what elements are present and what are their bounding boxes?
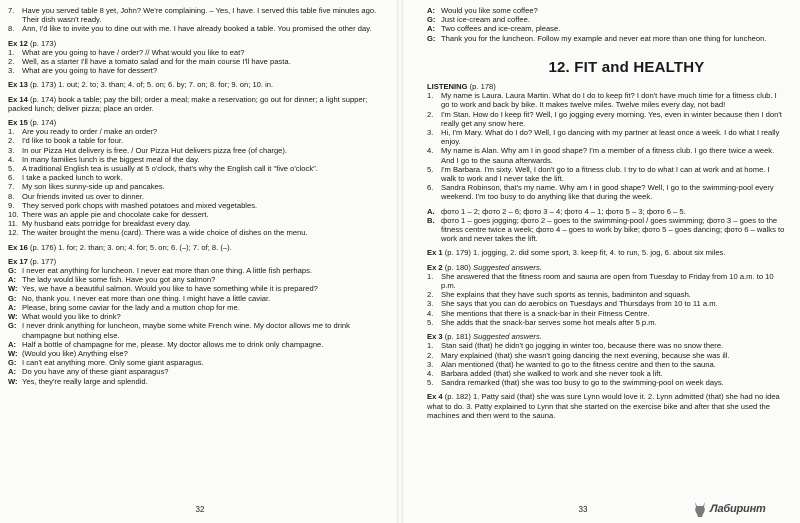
item-number: 3. [8, 145, 15, 155]
right-page-content [427, 6, 786, 420]
item-text: She mentions that there is a snack-bar in their Fitness Centre. [441, 308, 650, 318]
list-item [427, 165, 786, 183]
speaker-label: A: [427, 6, 436, 15]
item-text: There was an apple pie and chocolate cake for dessert. [22, 210, 209, 220]
item-text: Yes, we have a beautiful salmon. Would you like to have something while it is prepared? [22, 284, 318, 294]
item-text: Would you like some coffee? [441, 6, 538, 15]
item-text: I'm Barbara. I'm sixty. Well, I don't go to a fitness club. I try to do what I can at work and at home. I walk to work and I never take the lift. [441, 164, 770, 184]
dialog-line [8, 377, 387, 386]
exercise-17 [8, 257, 387, 386]
list-item [427, 146, 786, 164]
item-number: 5. [8, 164, 15, 174]
speaker-label: G: [8, 358, 17, 368]
speaker-label: A: [8, 275, 17, 285]
list-item [427, 110, 786, 128]
item-number: 1. [427, 91, 434, 101]
item-number: 10. [8, 210, 19, 220]
item-text: The lady would like some fish. Have you got any salmon? [22, 275, 216, 285]
list-item [8, 164, 387, 173]
item-number: 3. [8, 66, 15, 76]
list-item [427, 360, 786, 369]
chapter-title: 12. FIT and HEALTHY [548, 58, 705, 76]
exercise-15 [8, 118, 387, 238]
exercise-ref: (p. 174) [29, 118, 57, 128]
exercise-heading: Ex 2 [427, 262, 443, 272]
exercise-ref: (p. 177) [29, 256, 57, 266]
speaker-label: A: [8, 339, 17, 349]
exercise-heading: Ex 12 [8, 38, 28, 48]
item-number: 1. [427, 271, 434, 281]
list-item [8, 66, 387, 75]
item-text: Stan said (that) he didn't go jogging in winter too, because there was no snow there. [441, 341, 724, 351]
item-number: 7. [8, 182, 15, 192]
item-text: I take a packed lunch to work. [22, 173, 123, 183]
list-item [8, 146, 387, 155]
minotaur-icon [692, 500, 708, 518]
exercise-text: (p. 174) book a table; pay the bill; order a meal; make a reservation; go out for dinner; a light supper; packed lunch; deliver pizza; place an order. [8, 94, 368, 113]
item-number: 5. [427, 164, 434, 174]
item-text: She explains that they have such sports as tennis, badminton and squash. [441, 290, 691, 300]
exercise-heading: Ex 3 [427, 332, 443, 342]
item-number: 6. [8, 173, 15, 183]
speaker-label: W: [8, 284, 18, 294]
list-item [8, 210, 387, 219]
exercise-text: (p. 179) 1. jogging, 2. did some sport, 3. keep fit, 4. to run, 5. jog, 6. about six miles. [444, 248, 726, 258]
exercise-1 [427, 248, 786, 257]
list-item [8, 219, 387, 228]
item-number: 3. [427, 128, 434, 138]
list-item [8, 173, 387, 182]
dialog-line [427, 34, 786, 43]
list-item [8, 48, 387, 57]
item-text: The waiter brought the menu (card). There was a wide choice of dishes on the menu. [22, 228, 308, 238]
speaker-label: A: [8, 367, 17, 377]
dialog-line [8, 367, 387, 376]
dialog-line [8, 358, 387, 367]
exercise-13 [8, 80, 387, 89]
item-text: Our friends invited us over to dinner. [22, 191, 144, 201]
speaker-label: A: [8, 302, 17, 312]
right-page [403, 0, 800, 523]
item-text: No, thank you. I never eat more than one thing. I might have a little caviar. [22, 293, 271, 303]
speaker-label: W: [8, 348, 18, 358]
list-item [8, 6, 387, 24]
item-text: Barbara added (that) she walked to work and she never took a lift. [441, 368, 663, 378]
item-text: Alan mentioned (that) he wanted to go to the fitness centre and then to the sauna. [441, 359, 716, 369]
item-text: In our Pizza Hut delivery is free. / Our Pizza Hut delivers pizza free (of charge). [22, 145, 288, 155]
exercise-14 [8, 95, 387, 113]
left-page [0, 0, 397, 523]
list-item [427, 128, 786, 146]
list-item [427, 183, 786, 201]
item-text: They served pork chops with mashed potatoes and mixed vegetables. [22, 200, 258, 210]
item-text: Sandra Robinson, that's my name. Why am I in good shape? Well, I go to the swimming-pool every weekend. I'm too busy to do anything like that during the week. [441, 183, 774, 202]
exercise-ref: (p. 178) [469, 82, 496, 92]
item-text: What would you like to drink? [22, 312, 121, 322]
speaker-label: W: [8, 312, 18, 322]
item-text: Are you ready to order / make an order? [22, 127, 158, 137]
exercise-heading: Ex 14 [8, 94, 28, 104]
item-number: 5. [427, 378, 434, 388]
list-item [8, 192, 387, 201]
item-text: Two coffees and ice-cream, please. [441, 24, 561, 34]
item-number: 8. [8, 24, 15, 34]
item-number: 8. [8, 191, 15, 201]
item-number: 4. [427, 368, 434, 378]
dialog-line [8, 321, 387, 339]
item-text: My son likes sunny-side up and pancakes. [22, 182, 165, 192]
list-item [427, 318, 786, 327]
page-number: 33 [578, 505, 588, 514]
item-text: Sandra remarked (that) she was too busy to go to the swimming-pool on week days. [441, 378, 724, 388]
list-item [427, 369, 786, 378]
exercise-12 [8, 39, 387, 76]
item-number: 12. [8, 228, 19, 238]
speaker-label: G: [8, 321, 17, 331]
exercise-3: Ex 3 (p. 181) Suggested answers. 1. Stan said (that) he didn't go jogging in winter too, because there was no snow there. 2. Mary explained (that) she wasn't going dancing the next evening, because she was ill. 3. Alan mentioned (that) he wanted to go to the fitness centre and then to the sauna. 4. Barbara added (that) she walked to work and she never took a lift. 5. Sandra remarked (that) she was too busy to go to the swimming-pool on week days. [427, 332, 786, 387]
left-top-items [8, 6, 387, 34]
exercise-heading: Ex 13 [8, 80, 28, 90]
item-number: 1. [8, 127, 15, 137]
item-text: Just ice-cream and coffee. [441, 15, 530, 25]
item-text: Yes, they're really large and splendid. [22, 376, 148, 386]
item-text: She adds that the snack-bar serves some hot meals after 5 p.m. [441, 317, 657, 327]
list-item [8, 24, 387, 33]
item-text: Half a bottle of champagne for me, please. My doctor allows me to drink only champagne. [22, 339, 324, 349]
item-number: 5. [427, 317, 434, 327]
item-text: In many families lunch is the biggest meal of the day. [22, 154, 200, 164]
item-number: 4. [427, 308, 434, 318]
item-text: She answered that the fitness room and sauna are open from Tuesday to Friday from 10 a.m. to 10 p.m. [441, 271, 774, 291]
list-item [8, 136, 387, 145]
answers-a: A. фото 1 – 2; фото 2 – 6; фото 3 – 4; фото 4 – 1; фото 5 – 3; фото 6 – 5. [427, 206, 686, 216]
item-text: My name is Alan. Why am I in good shape? I'm a member of a fitness club. I go there twice a week. And I go to the sauna afterwards. [441, 146, 775, 165]
item-text: Ann, I'd like to invite you to dine out with me. I have already booked a table. You promised the other day. [22, 24, 372, 34]
item-number: 4. [427, 146, 434, 156]
answers-b: B. фото 1 – goes jogging; фото 2 – goes to the swimming-pool / goes swimming; фото 3 – goes to the fitness centre twice a week; фото 4 – goes to work by bike; фото 5 – goes dancing; фото 6 – walks to work and never takes the lift. [427, 215, 785, 244]
exercise-text: (p. 173) 1. out; 2. to; 3. than; 4. of; 5. on; 6. by; 7. on; 8. for; 9. on; 10. in. [29, 80, 274, 90]
item-text: What are you going to have for dessert? [22, 66, 158, 76]
dialog-line [8, 312, 387, 321]
dialog-line [8, 284, 387, 293]
dialog-line [8, 303, 387, 312]
dialog-continuation [427, 6, 786, 43]
list-item [427, 91, 786, 109]
speaker-label: G: [427, 15, 436, 25]
exercise-heading: Ex 16 [8, 242, 28, 252]
item-number: 2. [427, 109, 434, 119]
item-text: Thank you for the luncheon. Follow my example and never eat more than one thing for luncheon. [441, 33, 767, 43]
exercise-text: (p. 176) 1. for; 2. than; 3. on; 4. for; 5. on; 6. (–); 7. of; 8. (–). [29, 242, 232, 252]
item-number: 11. [8, 219, 18, 229]
listening-heading: LISTENING [427, 82, 468, 92]
listening-section [427, 82, 786, 202]
item-number: 3. [427, 299, 434, 309]
exercise-16 [8, 243, 387, 252]
dialog-line [8, 294, 387, 303]
list-item [427, 351, 786, 360]
speaker-label: G: [8, 293, 17, 303]
item-text: Hi, I'm Mary. What do I do? Well, I go dancing with my partner at least once a week. I do what I really enjoy. [441, 128, 780, 147]
list-item [8, 155, 387, 164]
item-text: I never eat anything for luncheon. I never eat more than one thing. A little fish perhaps. [22, 266, 313, 276]
list-item [427, 309, 786, 318]
dialog-line [427, 24, 786, 33]
dialog-line [427, 15, 786, 24]
list-item [8, 127, 387, 136]
list-item [8, 228, 387, 237]
item-number: 1. [8, 47, 15, 57]
item-text: Well, as a starter I'll have a tomato salad and for the main course I'll have pasta. [22, 57, 291, 67]
speaker-label: G: [427, 33, 436, 43]
speaker-label: G: [8, 266, 17, 276]
item-text: Mary explained (that) she wasn't going dancing the next evening, because she was ill. [441, 350, 730, 360]
exercise-heading: Ex 1 [427, 248, 443, 258]
list-item [8, 57, 387, 66]
exercise-heading: Ex 17 [8, 256, 28, 266]
item-number: 4. [8, 154, 15, 164]
item-text: Do you have any of these giant asparagus? [22, 367, 169, 377]
item-text: My name is Laura. Laura Martin. What do I do to keep fit? I don't have much time for a fitness club. I go to work and back by bike. It makes twelve miles. Twelve miles every day, not bad! [441, 91, 777, 110]
item-text: (Would you like) Anything else? [22, 348, 128, 358]
item-text: She says that you can do aerobics on Tuesdays and Thursdays from 10 to 11 a.m. [441, 299, 718, 309]
item-number: 2. [8, 136, 15, 146]
exercise-ref: (p. 173) [29, 38, 57, 48]
item-text: I'd like to book a table for four. [22, 136, 124, 146]
item-number: 1. [427, 341, 434, 351]
dialog-line [8, 275, 387, 284]
item-number: 2. [8, 57, 15, 67]
exercise-heading: Ex 15 [8, 118, 28, 128]
list-item [427, 341, 786, 350]
item-text: A traditional English tea is usually at 5 o'clock, that's why the English call it "five o'clock". [22, 164, 318, 174]
item-number: 2. [427, 290, 434, 300]
dialog-line [8, 266, 387, 275]
labirint-logo [692, 498, 792, 520]
item-number: 6. [427, 183, 434, 193]
dialog-line [8, 340, 387, 349]
list-item [427, 290, 786, 299]
item-number: 7. [8, 6, 15, 15]
item-number: 9. [8, 200, 15, 210]
item-number: 2. [427, 350, 434, 360]
page-number: 32 [195, 505, 205, 514]
left-page-content [8, 6, 387, 386]
item-text: My husband eats porridge for breakfast every day. [22, 219, 191, 229]
list-item [427, 378, 786, 387]
item-text: Have you served table 8 yet, John? We're complaining. – Yes, I have. I served this table five minutes ago. Their dish wasn't ready. [22, 6, 377, 25]
item-text: What are you going to have / order? // What would you like to eat? [22, 47, 245, 57]
speaker-label: W: [8, 376, 18, 386]
item-number: 3. [427, 359, 434, 369]
item-text: I'm Stan. How do I keep fit? Well, I go jogging every morning. Yes, even in winter because then I don't really get any snow here. [441, 109, 782, 128]
suggested-answers-label: Suggested answers. [473, 332, 542, 342]
list-item [427, 299, 786, 308]
list-item [427, 272, 786, 290]
suggested-answers-label: Suggested answers. [473, 262, 542, 272]
exercise-4 [427, 392, 786, 420]
list-item [8, 182, 387, 191]
dialog-line [427, 6, 786, 15]
exercise-2: Ex 2 (p. 180) Suggested answers. 1. She answered that the fitness room and sauna are open from Tuesday to Friday from 10 a.m. to 10 p.m. 2. She explains that they have such sports as tennis, badminton and squash. 3. She says that you can do aerobics on Tuesdays and Thursdays from 10 to 11 a.m. 4. She mentions that there is a snack-bar in their Fitness Centre. 5. She adds that the snack-bar serves some hot meals after 5 p.m. [427, 263, 786, 327]
item-text: I never drink anything for luncheon, maybe some white French wine. My doctor allows me to drink champagne but nothing else. [22, 321, 350, 340]
speaker-label: A: [427, 24, 436, 34]
item-text: I can't eat anything more. Only some giant asparagus. [22, 358, 204, 368]
exercise-text: (p. 182) 1. Patty said (that) she was sure Lynn would love it. 2. Lynn admitted (that) she had no idea what to do. 3. Patty explained to Lynn that she started on the exercise bike and after that she used the machines and then went to the sauna. [427, 392, 780, 420]
list-item [8, 201, 387, 210]
exercise-heading: Ex 4 [427, 392, 443, 402]
dialog-line [8, 349, 387, 358]
item-text: Please, bring some caviar for the lady and a mutton chop for me. [22, 302, 240, 312]
logo-text: Лабиринт [710, 503, 766, 515]
